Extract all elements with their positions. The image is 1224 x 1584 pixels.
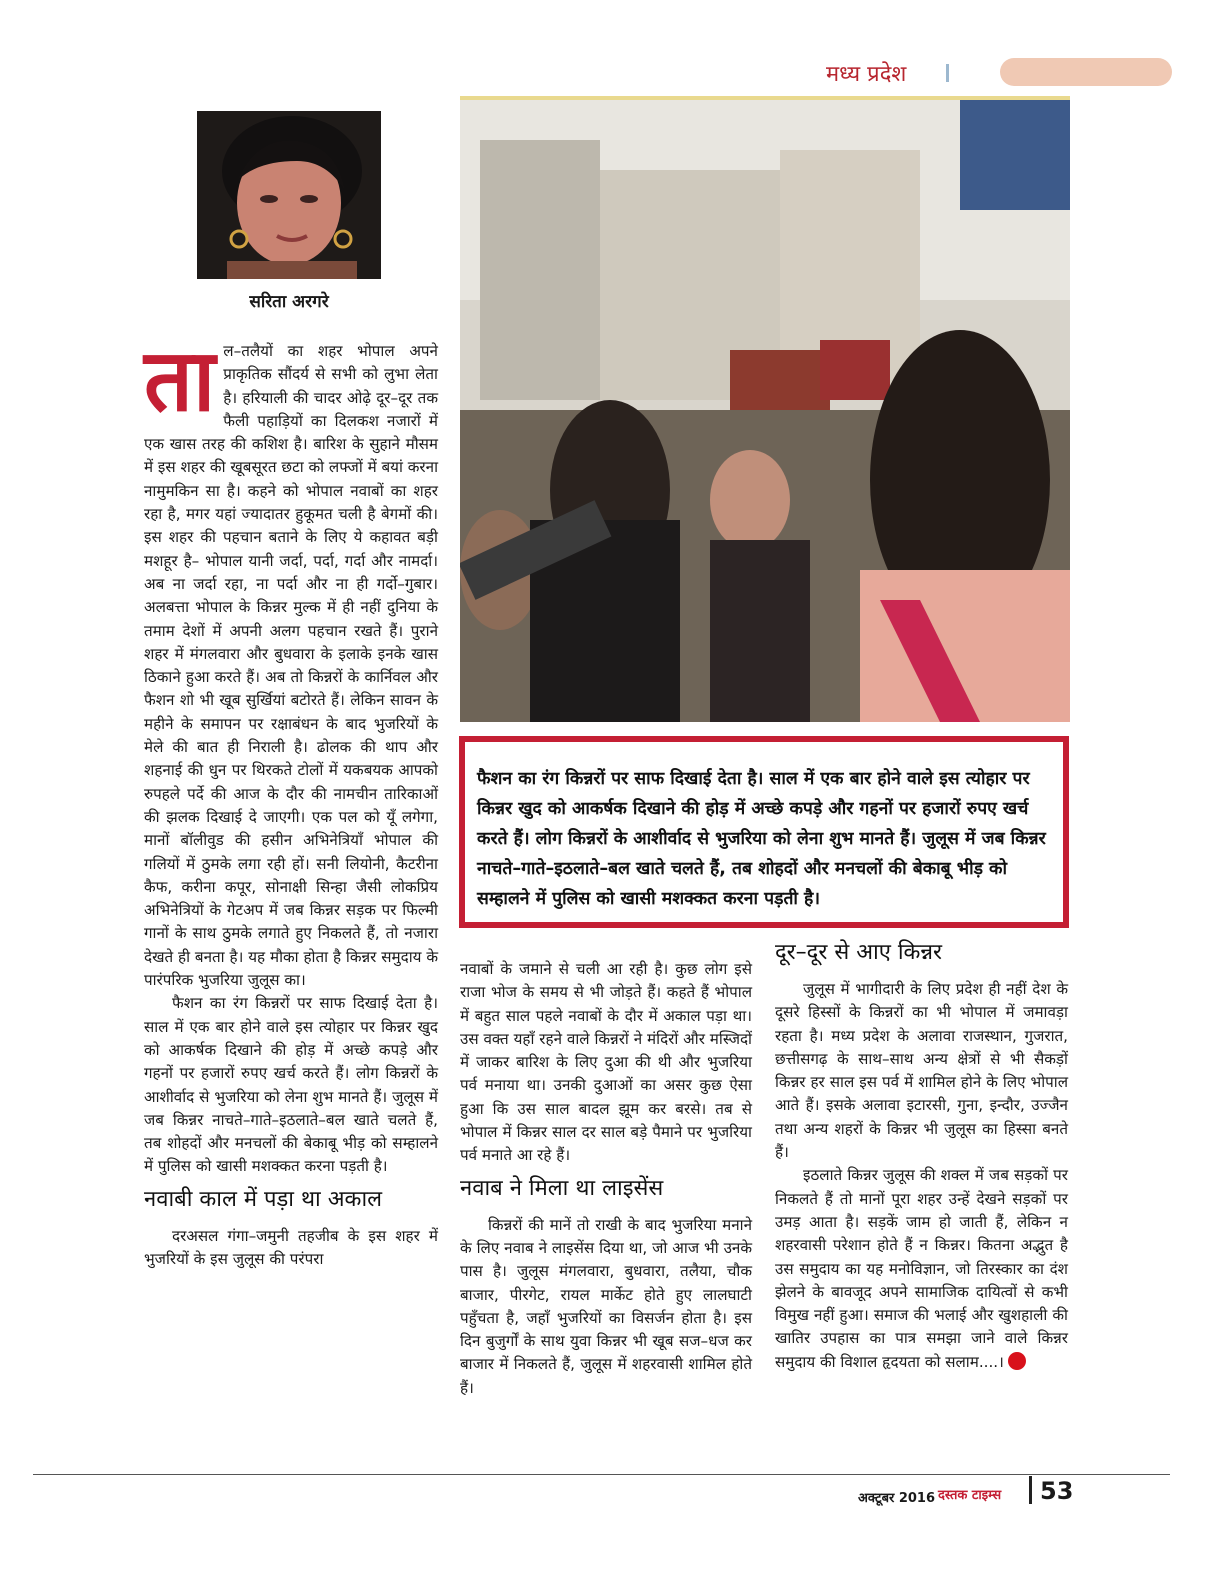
- closing-text: इठलाते किन्नर जुलूस की शक्ल में जब सड़कों पर निकलते हैं तो मानों पूरा शहर उन्हें देखने सड़कों पर उमड़ आता है। सड़कें जाम हो जाती हैं, लेकिन न शहरवासी परेशान होते हैं न किन्नर। कितना अद्भुत है उस समुदाय का यह मनोविज्ञान, जो तिरस्कार का दंश झेलने के बावजूद अपने सामाजिक दायित्वों से कभी विमुख नहीं हुआ। समाज की भलाई और खुशहाली की खातिर उपहास का पात्र समझा जाने वाले किन्नर समुदाय की विशाल हृदयता को सलाम....।: [775, 1166, 1068, 1371]
- header-decoration: [1000, 58, 1172, 86]
- header-divider: [946, 64, 949, 82]
- magazine-logo: दस्तक टाइम्स: [938, 1488, 1002, 1503]
- subheading: दूर–दूर से आए किन्नर: [775, 940, 942, 965]
- author-photo: [197, 111, 381, 279]
- footer-rule: [33, 1474, 1170, 1475]
- subheading: नवाबी काल में पड़ा था अकाल: [144, 1186, 383, 1212]
- article-column-1: [144, 330, 438, 1271]
- pull-quote-text: फैशन का रंग किन्नरों पर साफ दिखाई देता है। साल में एक बार होने वाले इस त्योहार पर किन्नर खुद को आकर्षक दिखाने की होड़ में अच्छे कपड़े और गहनों पर हजारों रुपए खर्च करते हैं। लोग किन्नरों के आशीर्वाद से भुजरिया को लेना शुभ मानते हैं। जुलूस में जब किन्नर नाचते–गाते–इठलाते–बल खाते चलते हैं, तब शोहदों और मनचलों की बेकाबू भीड़ को सम्हालने में पुलिस को खासी मशक्कत करना पड़ती है।: [477, 769, 1046, 909]
- page-number: 53: [1040, 1477, 1074, 1505]
- festival-photo: [460, 100, 1070, 722]
- paragraph: जुलूस में भागीदारी के लिए प्रदेश ही नहीं देश के दूसरे हिस्सों के किन्नरों का भी भोपाल में जमावड़ा रहता है। मध्य प्रदेश के अलावा राजस्थान, गुजरात, छत्तीसगढ़ के साथ–साथ अन्य क्षेत्रों से भी सैकड़ों किन्नर हर साल इस पर्व में शामिल होने के लिए भोपाल आते हैं। इसके अलावा इटारसी, गुना, इन्दौर, उज्जैन तथा अन्य शहरों के किन्नर भी जुलूस का हिस्सा बनते हैं।: [775, 980, 1068, 1162]
- end-mark-icon: [1008, 1352, 1026, 1370]
- paragraph: नवाबों के जमाने से चली आ रही है। कुछ लोग इसे राजा भोज के समय से भी जोड़ते हैं। कहते हैं भोपाल में बहुत साल पहले नवाबों के दौर में अकाल पड़ा था। उस वक्त यहाँ रहने वाले किन्नरों ने मंदिरों और मस्जिदों में जाकर बारिश के लिए दुआ की थी और भुजरिया पर्व मनाया था। उनकी दुआओं का असर कुछ ऐसा हुआ कि उस साल बादल झूम कर बरसे। तब से भोपाल में किन्नर साल दर साल बड़े पैमाने पर भुजरिया पर्व मनाते आ रहे हैं।: [460, 960, 752, 1165]
- footer-divider: [1029, 1476, 1032, 1504]
- paragraph: किन्नरों की मानें तो राखी के बाद भुजरिया मनाने के लिए नवाब ने लाइसेंस दिया था, जो आज भी उनके पास है। जुलूस मंगलवारा, बुधवारा, तलैया, चौक बाजार, पीरगेट, रायल मार्केट होते हुए लालघाटी पहुँचता है, जहाँ भुजरियों का विसर्जन होता है। इस दिन बुजुर्गों के साथ युवा किन्नर भी खूब सज–धज कर बाजार में निकलते हैं, जुलूस में शहरवासी शामिल होते हैं।: [460, 1215, 752, 1397]
- drop-cap: ता: [144, 330, 216, 431]
- author-name: सरिता अरगरे: [249, 292, 329, 312]
- pull-quote-box: [459, 736, 1069, 928]
- intro-text: ल–तलैयों का शहर भोपाल अपने प्राकृतिक सौंदर्य से सभी को लुभा लेता है। हरियाली की चादर ओढ़े दूर–दूर तक फैली पहाड़ियों का दिलकश नजारों में एक खास तरह की कशिश है। बारिश के सुहाने मौसम में इस शहर की खूबसूरत छटा को लफ्जों में बयां करना नामुमकिन सा है। कहने को भोपाल नवाबों का शहर रहा है, मगर यहां ज्यादातर हुकूमत चली है बेगमों की। इस शहर की पहचान बताने के लिए ये कहावत बड़ी मशहूर है– भोपाल यानी जर्दा, पर्दा, गर्दा और नामर्दा। अब ना जर्दा रहा, ना पर्दा और ना ही गर्दो–गुबार। अलबत्ता भोपाल के किन्नर मुल्क में ही नहीं दुनिया के तमाम देशों में अपनी अलग पहचान रखते हैं। पुराने शहर में मंगलवारा और बुधवारा के इलाके इनके खास ठिकाने हुआ करते हैं। अब तो किन्नरों के कार्निवल और फैशन शो भी खूब सुर्खियां बटोरते हैं। लेकिन सावन के महीने के समापन पर रक्षाबंधन के बाद भुजरियों के मेले की बात ही निराली है। ढोलक की थाप और शहनाई की धुन पर थिरकते टोलों में यकबयक आपको रुपहले पर्दे की आज के दौर की नामचीन तारिकाओं की झलक दिखाई दे जाएगी। एक पल को यूँ लगेगा, मानों बॉलीवुड की हसीन अभिनेत्रियाँ भोपाल की गलियों में ठुमके लगा रही हों। सनी लियोनी, कैटरीना कैफ, करीना कपूर, सोनाक्षी सिन्हा जैसी लोकप्रिय अभिनेत्रियों के गेटअप में जब किन्नर सड़क पर फिल्मी गानों के साथ ठुमके लगाते हुए निकलते हैं, तो नजारा देखते ही बनता है। यह मौका होता है किन्नर समुदाय के पारंपरिक भुजरिया जुलूस का।: [144, 342, 438, 990]
- paragraph: दरअसल गंगा–जमुनी तहजीब के इस शहर में भुजरियों के इस जुलूस की परंपरा: [144, 1226, 438, 1268]
- issue-date: अक्टूबर 2016: [858, 1491, 936, 1506]
- intro-paragraph: [144, 330, 438, 992]
- closing-paragraph: [775, 1164, 1068, 1374]
- section-label: मध्य प्रदेश: [826, 62, 907, 87]
- paragraph: फैशन का रंग किन्नरों पर साफ दिखाई देता है। साल में एक बार होने वाले इस त्योहार पर किन्नर खुद को आकर्षक दिखाने की होड़ में अच्छे कपड़े और गहनों पर हजारों रुपए खर्च करते हैं। लोग किन्नरों के आशीर्वाद से भुजरिया को लेना शुभ मानते हैं। जुलूस में जब किन्नर नाचते–गाते–इठलाते–बल खाते चलते हैं, तब शोहदों और मनचलों की बेकाबू भीड़ को सम्हालने में पुलिस को खासी मशक्कत करना पड़ती है।: [144, 994, 438, 1176]
- article-column-2: [460, 958, 752, 1400]
- article-column-3: [775, 938, 1068, 1374]
- subheading: नवाब ने मिला था लाइसेंस: [460, 1175, 664, 1201]
